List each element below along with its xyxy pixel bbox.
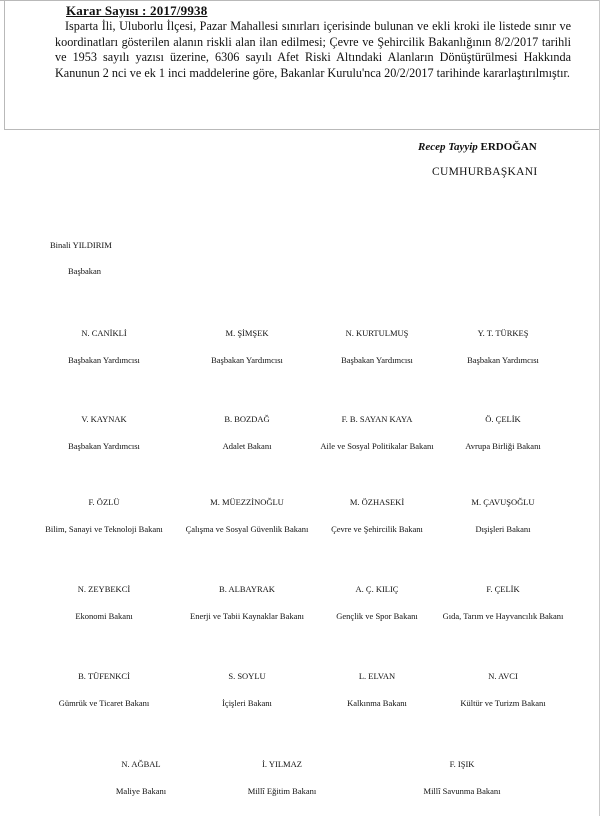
minister-role: Kültür ve Turizm Bakanı [460, 698, 546, 708]
decision-number-heading: Karar Sayısı : 2017/9938 [66, 3, 208, 18]
prime-minister-role: Başbakan [68, 266, 102, 276]
minister-name: B. BOZDAĞ [224, 414, 270, 424]
minister-role: Aile ve Sosyal Politikalar Bakanı [320, 441, 434, 451]
president-title: CUMHURBAŞKANI [432, 166, 538, 178]
decision-body-text: Isparta İli, Uluborlu İlçesi, Pazar Mahallesi sınırları içerisinde bulunan ve ekli kroki ile listede sınır ve koordinatları gösterilen alanın riskli alan ilan edilmesi; Çevre ve Şehircilik Bakanlığının 8/2/2017 tarihli ve 1953 sayılı yazısı üzerine, 6306 sayılı Afet Riski Altındaki Alanların Dönüştürülmesi Hakkında Kanunun 2 nci ve ek 1 inci maddelerine göre, Bakanlar Kurulu'nca 20/2/2017 tarihinde kararlaştırılmıştır. [55, 19, 571, 80]
minister-name: M. ŞİMŞEK [225, 328, 269, 338]
minister-role: Çevre ve Şehircilik Bakanı [331, 524, 423, 534]
minister-role: Dışişleri Bakanı [475, 524, 531, 534]
minister-role: Başbakan Yardımcısı [68, 441, 140, 451]
minister-role: Gençlik ve Spor Bakanı [336, 611, 418, 621]
minister-name: M. MÜEZZİNOĞLU [210, 497, 284, 507]
minister-role: Bilim, Sanayi ve Teknoloji Bakanı [45, 524, 163, 534]
minister-name: Ö. ÇELİK [485, 414, 521, 424]
minister-name: S. SOYLU [228, 671, 266, 681]
president-surname: ERDOĞAN [480, 141, 537, 153]
minister-name: N. ZEYBEKCİ [77, 584, 131, 594]
minister-name: A. Ç. KILIÇ [355, 584, 399, 594]
president-given-name: Recep Tayyip [418, 141, 478, 153]
minister-role: İçişleri Bakanı [222, 698, 272, 708]
prime-minister-name: Binali YILDIRIM [50, 240, 112, 250]
minister-role: Başbakan Yardımcısı [467, 355, 539, 365]
minister-name: Y. T. TÜRKEŞ [477, 328, 529, 338]
minister-role: Maliye Bakanı [115, 786, 167, 796]
minister-name: F. ÇELİK [486, 584, 520, 594]
minister-name: B. TÜFENKCİ [78, 671, 130, 681]
minister-name: F. IŞIK [449, 759, 475, 769]
minister-name: F. B. SAYAN KAYA [341, 414, 413, 424]
minister-name: L. ELVAN [358, 671, 396, 681]
minister-role: Gümrük ve Ticaret Bakanı [58, 698, 150, 708]
minister-name: N. AĞBAL [121, 759, 161, 769]
minister-role: Avrupa Birliği Bakanı [465, 441, 541, 451]
minister-role: Gıda, Tarım ve Hayvancılık Bakanı [442, 611, 564, 621]
minister-role: Enerji ve Tabii Kaynaklar Bakanı [190, 611, 304, 621]
minister-role: Başbakan Yardımcısı [341, 355, 413, 365]
minister-name: N. CANİKLİ [81, 328, 127, 338]
minister-name: M. ÖZHASEKİ [349, 497, 405, 507]
minister-role: Millî Eğitim Bakanı [247, 786, 317, 796]
minister-role: Çalışma ve Sosyal Güvenlik Bakanı [185, 524, 309, 534]
minister-role: Başbakan Yardımcısı [68, 355, 140, 365]
minister-role: Millî Savunma Bakanı [423, 786, 501, 796]
president-signature-name [418, 141, 537, 153]
minister-role: Ekonomi Bakanı [75, 611, 133, 621]
minister-role: Adalet Bakanı [222, 441, 272, 451]
top-rule [0, 0, 600, 1]
minister-name: B. ALBAYRAK [219, 584, 275, 594]
minister-name: F. ÖZLÜ [88, 497, 120, 507]
minister-role: Kalkınma Bakanı [347, 698, 407, 708]
minister-name: İ. YILMAZ [262, 759, 302, 769]
minister-name: M. ÇAVUŞOĞLU [471, 497, 535, 507]
left-rule [4, 0, 5, 130]
header-box-rule [4, 129, 600, 130]
minister-name: N. KURTULMUŞ [345, 328, 409, 338]
minister-name: V. KAYNAK [81, 414, 127, 424]
minister-role: Başbakan Yardımcısı [211, 355, 283, 365]
minister-name: N. AVCI [488, 671, 518, 681]
